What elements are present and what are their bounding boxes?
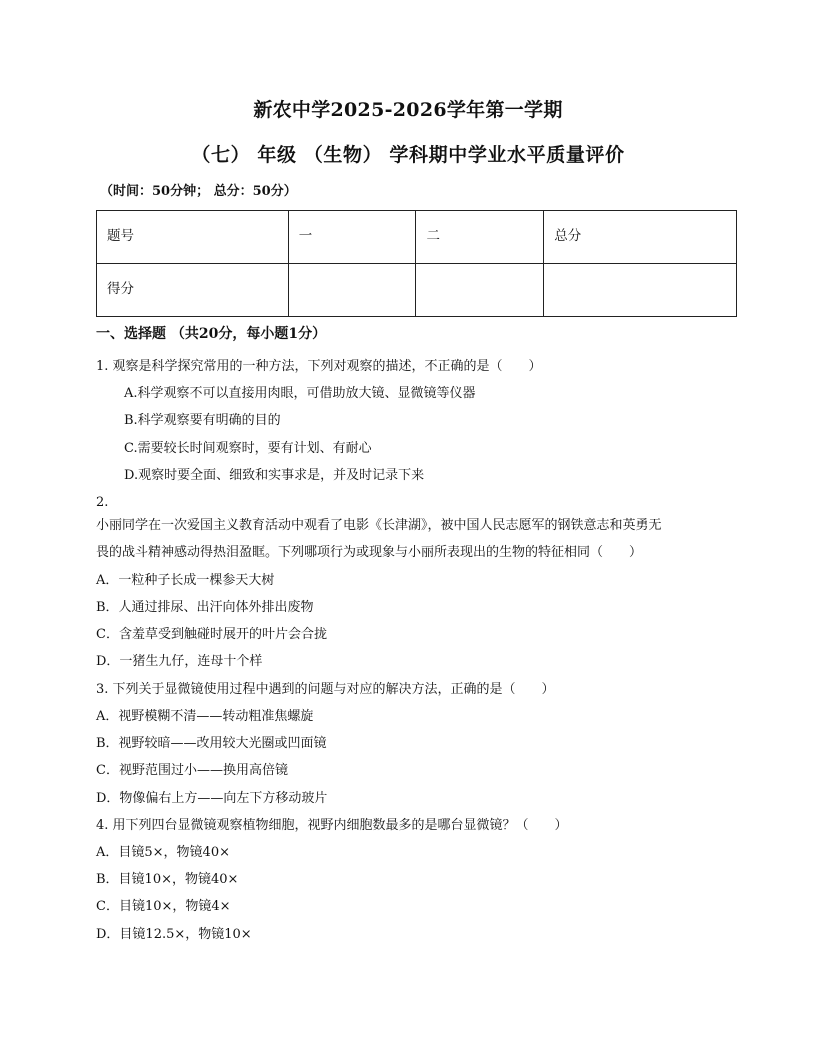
cell-score-total <box>544 264 737 317</box>
q2-option-d: D．一猪生九仔，连母十个样 <box>96 654 263 669</box>
exam-time-info: （时间：50分钟； 总分：50分） <box>100 184 297 199</box>
q4-option-d: D．目镜12.5×，物镜10× <box>96 927 252 942</box>
q2-option-a: A．一粒种子长成一棵参天大树 <box>96 573 275 588</box>
q1-option-a: A.科学观察不可以直接用肉眼，可借助放大镜、显微镜等仪器 <box>124 386 476 401</box>
q1-option-d: D.观察时要全面、细致和实事求是，并及时记录下来 <box>124 468 425 483</box>
score-table-score-row <box>97 264 737 317</box>
q2-option-b: B．人通过排尿、出汗向体外排出废物 <box>96 600 314 615</box>
q4-option-b: B．目镜10×，物镜40× <box>96 872 239 887</box>
cell-score-part-two <box>416 264 544 317</box>
cell-part-two: 二 <box>416 211 544 264</box>
q3-option-d: D．物像偏右上方——向左下方移动玻片 <box>96 791 328 806</box>
cell-part-one: 一 <box>288 211 416 264</box>
q3-option-b: B．视野较暗——改用较大光圈或凹面镜 <box>96 736 327 751</box>
q3-option-a: A．视野模糊不清——转动粗准焦螺旋 <box>96 709 314 724</box>
q3-stem: 3. 下列关于显微镜使用过程中遇到的问题与对应的解决方法，正确的是（ ） <box>96 682 555 697</box>
score-table <box>96 210 737 317</box>
q3-option-c: C．视野范围过小——换用高倍镜 <box>96 763 288 778</box>
q4-stem: 4. 用下列四台显微镜观察植物细胞，视野内细胞数最多的是哪台显微镜？（ ） <box>96 818 568 833</box>
exam-title: 新农中学2025-2026学年第一学期 <box>253 99 563 121</box>
section-heading-choice: 一、选择题 （共20分，每小题1分） <box>96 326 327 342</box>
exam-subtitle: （七） 年级 （生物） 学科期中学业水平质量评价 <box>191 144 625 166</box>
q1-stem: 1. 观察是科学探究常用的一种方法，下列对观察的描述，不正确的是（ ） <box>96 359 542 374</box>
q2-option-c: C．含羞草受到触碰时展开的叶片会合拢 <box>96 627 327 642</box>
q1-option-b: B.科学观察要有明确的目的 <box>124 413 281 428</box>
q2-stem-line1: 小丽同学在一次爱国主义教育活动中观看了电影《长津湖》，被中国人民志愿军的钢铁意志和英勇无 <box>96 518 662 533</box>
q1-option-c: C.需要较长时间观察时，要有计划、有耐心 <box>124 441 372 456</box>
q2-stem-line2: 畏的战斗精神感动得热泪盈眶。下列哪项行为或现象与小丽所表现出的生物的特征相同（ ） <box>96 545 643 560</box>
q4-option-c: C．目镜10×，物镜4× <box>96 899 231 914</box>
q4-option-a: A．目镜5×，物镜40× <box>96 845 230 860</box>
cell-score-label: 得分 <box>97 264 289 317</box>
cell-score-part-one <box>288 264 416 317</box>
cell-question-number-label: 题号 <box>97 211 289 264</box>
cell-total-label: 总分 <box>544 211 737 264</box>
q2-number: 2. <box>96 495 109 510</box>
score-table-header-row <box>97 211 737 264</box>
